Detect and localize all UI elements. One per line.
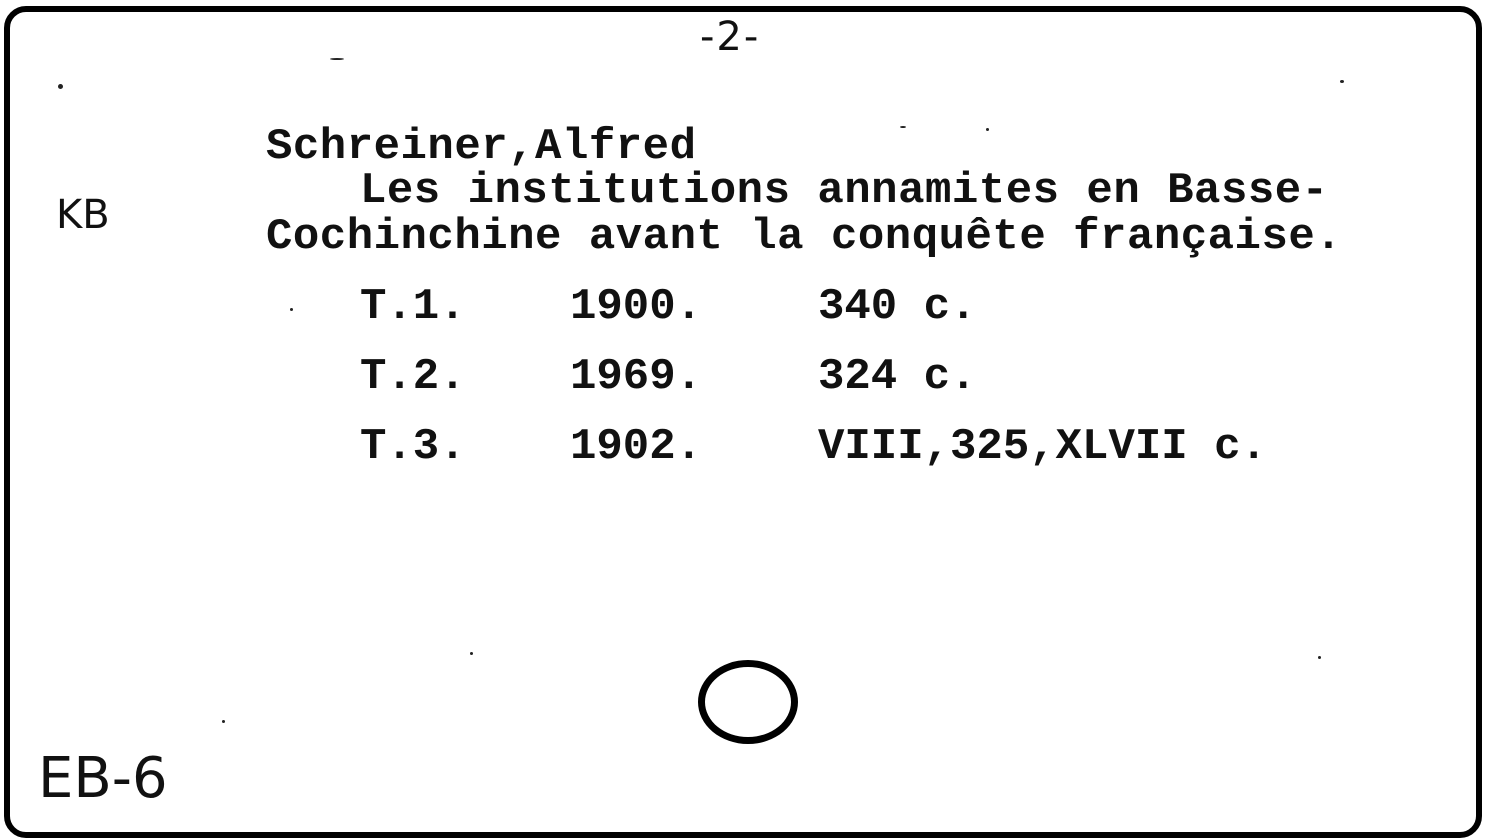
author-name: Schreiner,Alfred: [266, 122, 697, 172]
scan-speck: [222, 720, 225, 723]
scan-speck: [58, 84, 63, 89]
scan-speck: [900, 126, 906, 128]
volume-number: T.1.: [360, 282, 466, 332]
volume-year: 1900.: [570, 282, 703, 332]
scan-speck: [1340, 80, 1344, 83]
punch-hole-icon: [698, 660, 798, 744]
bottom-code: EB-6: [38, 746, 168, 811]
scan-speck: [986, 128, 989, 131]
volume-pages: 340 c.: [818, 282, 977, 332]
title-line-2: Cochinchine avant la conquête française.: [266, 212, 1343, 262]
volume-pages: VIII,325,XLVII c.: [818, 422, 1267, 472]
volume-number: T.3.: [360, 422, 466, 472]
scan-speck: [470, 652, 473, 655]
volume-year: 1969.: [570, 352, 703, 402]
volume-year: 1902.: [570, 422, 703, 472]
scan-speck: [330, 58, 344, 60]
shelf-mark: KB: [56, 192, 110, 238]
scan-speck: [290, 308, 293, 311]
page-number: -2-: [700, 14, 761, 60]
title-line-1: Les institutions annamites en Basse-: [360, 166, 1329, 216]
volume-number: T.2.: [360, 352, 466, 402]
volume-pages: 324 c.: [818, 352, 977, 402]
scan-speck: [1318, 656, 1321, 659]
